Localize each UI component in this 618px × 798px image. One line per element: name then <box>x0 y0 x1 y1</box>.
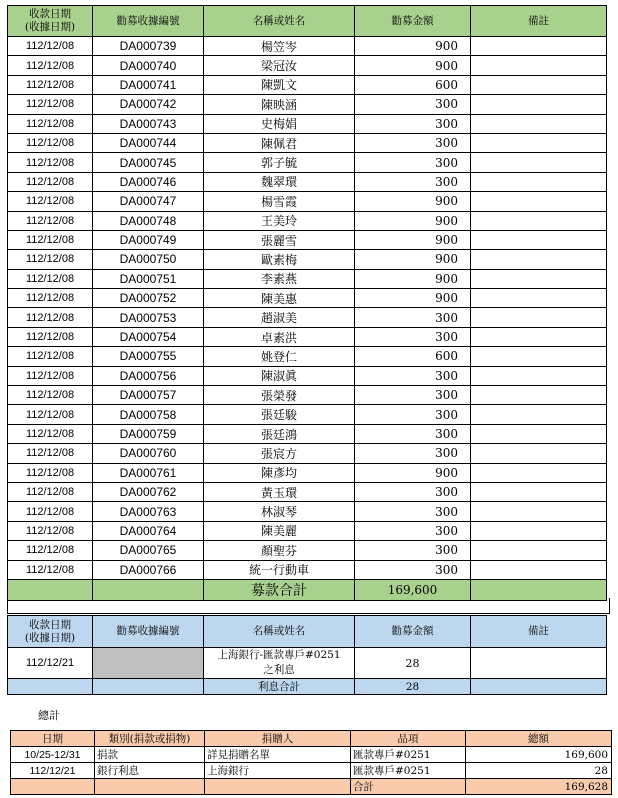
donation-note <box>471 75 607 94</box>
interest-header-date-line2: (收據日期) <box>24 631 76 644</box>
donations-total-label: 募款合計 <box>204 579 355 600</box>
donation-note <box>471 230 607 249</box>
donation-receipt: DA000765 <box>93 541 204 560</box>
donation-amount: 300 <box>355 172 471 191</box>
donations-header-row <box>8 6 607 37</box>
donation-amount: 300 <box>355 482 471 501</box>
donation-amount: 300 <box>355 95 471 114</box>
donation-amount: 300 <box>355 444 471 463</box>
donation-receipt: DA000760 <box>93 444 204 463</box>
donation-row <box>8 424 607 443</box>
donation-date: 112/12/08 <box>8 289 93 308</box>
summary-total: 28 <box>466 763 612 779</box>
donation-amount: 900 <box>355 56 471 75</box>
summary-header-date: 日期 <box>11 731 95 747</box>
donation-note <box>471 560 607 579</box>
donation-note <box>471 308 607 327</box>
donation-name: 歐素梅 <box>204 250 355 269</box>
donation-date: 112/12/08 <box>8 405 93 424</box>
interest-name-line1: 上海銀行-匯款專戶#0251 <box>217 649 341 661</box>
donation-date: 112/12/08 <box>8 502 93 521</box>
donation-amount: 600 <box>355 347 471 366</box>
donation-row <box>8 289 607 308</box>
donation-note <box>471 521 607 540</box>
donation-row <box>8 37 607 56</box>
donation-amount: 900 <box>355 289 471 308</box>
donation-row <box>8 502 607 521</box>
interest-row <box>8 648 607 679</box>
donation-row <box>8 482 607 501</box>
header-amount: 勸募金額 <box>355 6 471 37</box>
donation-date: 112/12/08 <box>8 114 93 133</box>
donation-date: 112/12/08 <box>8 153 93 172</box>
donation-row <box>8 269 607 288</box>
donation-note <box>471 482 607 501</box>
donation-row <box>8 541 607 560</box>
donation-amount: 300 <box>355 541 471 560</box>
donation-amount: 300 <box>355 308 471 327</box>
donation-name: 李素燕 <box>204 269 355 288</box>
donation-date: 112/12/08 <box>8 250 93 269</box>
donation-date: 112/12/08 <box>8 463 93 482</box>
donation-amount: 600 <box>355 75 471 94</box>
donation-note <box>471 95 607 114</box>
summary-total-label: 合計 <box>351 779 466 795</box>
header-date-line1: 收款日期 <box>29 8 71 20</box>
donation-row <box>8 192 607 211</box>
donation-note <box>471 192 607 211</box>
donation-note <box>471 289 607 308</box>
donations-total-value: 169,600 <box>355 579 471 600</box>
donation-name: 趙淑美 <box>204 308 355 327</box>
donation-receipt: DA000743 <box>93 114 204 133</box>
donation-name: 楊雪霞 <box>204 192 355 211</box>
summary-row <box>11 747 612 763</box>
interest-note <box>471 648 607 679</box>
summary-header-category: 類別(捐款或捐物) <box>95 731 205 747</box>
donation-receipt: DA000740 <box>93 56 204 75</box>
summary-header-total: 總額 <box>466 731 612 747</box>
donation-amount: 300 <box>355 366 471 385</box>
donation-amount: 300 <box>355 386 471 405</box>
donation-date: 112/12/08 <box>8 482 93 501</box>
donation-note <box>471 541 607 560</box>
donation-receipt: DA000764 <box>93 521 204 540</box>
donation-note <box>471 37 607 56</box>
header-date <box>8 6 93 37</box>
donation-receipt: DA000746 <box>93 172 204 191</box>
donation-name: 王美玲 <box>204 211 355 230</box>
interest-table <box>7 615 607 695</box>
donation-amount: 300 <box>355 521 471 540</box>
donation-name: 張榮發 <box>204 386 355 405</box>
donation-date: 112/12/08 <box>8 192 93 211</box>
donation-amount: 900 <box>355 269 471 288</box>
donation-amount: 900 <box>355 230 471 249</box>
donation-name: 顏聖芬 <box>204 541 355 560</box>
donation-name: 梁冠汝 <box>204 56 355 75</box>
donation-date: 112/12/08 <box>8 95 93 114</box>
donation-receipt: DA000758 <box>93 405 204 424</box>
donation-date: 112/12/08 <box>8 560 93 579</box>
donation-receipt: DA000747 <box>93 192 204 211</box>
donation-name: 楊笠岑 <box>204 37 355 56</box>
donation-amount: 900 <box>355 211 471 230</box>
donation-note <box>471 386 607 405</box>
donation-name: 林淑琴 <box>204 502 355 521</box>
summary-total-empty-1 <box>11 779 95 795</box>
donation-row <box>8 444 607 463</box>
donation-name: 黃玉環 <box>204 482 355 501</box>
donation-amount: 900 <box>355 463 471 482</box>
donation-receipt: DA000763 <box>93 502 204 521</box>
donation-amount: 300 <box>355 405 471 424</box>
donation-name: 史梅娟 <box>204 114 355 133</box>
interest-header-row <box>8 616 607 648</box>
donation-row <box>8 153 607 172</box>
summary-date: 10/25-12/31 <box>11 747 95 763</box>
summary-item: 匯款專戶#0251 <box>351 763 466 779</box>
donation-name: 姚登仁 <box>204 347 355 366</box>
donation-row <box>8 366 607 385</box>
summary-total-value: 169,628 <box>466 779 612 795</box>
summary-header-row <box>11 731 612 747</box>
summary-date: 112/12/21 <box>11 763 95 779</box>
donation-row <box>8 133 607 152</box>
donation-receipt: DA000739 <box>93 37 204 56</box>
donation-date: 112/12/08 <box>8 327 93 346</box>
donation-receipt: DA000741 <box>93 75 204 94</box>
donation-date: 112/12/08 <box>8 172 93 191</box>
donation-name: 魏翠環 <box>204 172 355 191</box>
donation-receipt: DA000757 <box>93 386 204 405</box>
donation-amount: 300 <box>355 560 471 579</box>
donation-note <box>471 153 607 172</box>
donation-amount: 900 <box>355 192 471 211</box>
donation-note <box>471 250 607 269</box>
summary-donor: 上海銀行 <box>205 763 351 779</box>
header-note: 備註 <box>471 6 607 37</box>
donation-name: 張麗雪 <box>204 230 355 249</box>
donation-date: 112/12/08 <box>8 211 93 230</box>
donation-note <box>471 211 607 230</box>
interest-total-empty-3 <box>471 679 607 695</box>
summary-total: 169,600 <box>466 747 612 763</box>
donation-date: 112/12/08 <box>8 521 93 540</box>
header-receipt: 勸募收據編號 <box>93 6 204 37</box>
donation-row <box>8 521 607 540</box>
donation-name: 陳淑眞 <box>204 366 355 385</box>
donation-row <box>8 95 607 114</box>
donation-receipt: DA000762 <box>93 482 204 501</box>
donation-row <box>8 327 607 346</box>
summary-table <box>10 730 612 795</box>
interest-receipt-empty <box>93 648 204 679</box>
donation-date: 112/12/08 <box>8 541 93 560</box>
donation-amount: 900 <box>355 250 471 269</box>
donation-date: 112/12/08 <box>8 269 93 288</box>
donation-row <box>8 347 607 366</box>
donation-note <box>471 327 607 346</box>
donation-note <box>471 347 607 366</box>
donation-receipt: DA000749 <box>93 230 204 249</box>
donation-amount: 300 <box>355 133 471 152</box>
donation-receipt: DA000754 <box>93 327 204 346</box>
summary-donor: 詳見捐贈名單 <box>205 747 351 763</box>
donation-note <box>471 269 607 288</box>
donation-row <box>8 463 607 482</box>
donation-note <box>471 133 607 152</box>
donation-name: 陳佩君 <box>204 133 355 152</box>
donation-date: 112/12/08 <box>8 386 93 405</box>
header-name: 名稱或姓名 <box>204 6 355 37</box>
interest-header-note: 備註 <box>471 616 607 648</box>
interest-header-amount: 勸募金額 <box>355 616 471 648</box>
donation-date: 112/12/08 <box>8 347 93 366</box>
donation-receipt: DA000761 <box>93 463 204 482</box>
donation-name: 統一行動車 <box>204 560 355 579</box>
interest-header-date-line1: 收款日期 <box>29 618 71 631</box>
donation-amount: 300 <box>355 153 471 172</box>
donation-receipt: DA000759 <box>93 424 204 443</box>
donation-amount: 300 <box>355 502 471 521</box>
donation-receipt: DA000745 <box>93 153 204 172</box>
donation-row <box>8 560 607 579</box>
donation-receipt: DA000744 <box>93 133 204 152</box>
donation-note <box>471 114 607 133</box>
donation-receipt: DA000748 <box>93 211 204 230</box>
header-date-line2: (收據日期) <box>24 21 76 33</box>
donation-name: 張廷鴻 <box>204 424 355 443</box>
interest-total-empty-2 <box>93 679 204 695</box>
donation-date: 112/12/08 <box>8 424 93 443</box>
donation-row <box>8 308 607 327</box>
interest-amount: 28 <box>355 648 471 679</box>
donation-row <box>8 114 607 133</box>
donation-name: 陳美惠 <box>204 289 355 308</box>
donation-note <box>471 444 607 463</box>
donation-date: 112/12/08 <box>8 56 93 75</box>
donation-name: 陳美麗 <box>204 521 355 540</box>
interest-date: 112/12/21 <box>8 648 93 679</box>
donation-row <box>8 230 607 249</box>
donation-row <box>8 172 607 191</box>
donation-receipt: DA000766 <box>93 560 204 579</box>
donation-receipt: DA000752 <box>93 289 204 308</box>
donation-amount: 300 <box>355 114 471 133</box>
donation-note <box>471 463 607 482</box>
donations-table <box>7 5 607 601</box>
interest-total-row <box>8 679 607 695</box>
donation-name: 陳映涵 <box>204 95 355 114</box>
donation-row <box>8 250 607 269</box>
donation-name: 張宸方 <box>204 444 355 463</box>
summary-category: 銀行利息 <box>95 763 205 779</box>
interest-total-label: 利息合計 <box>204 679 355 695</box>
donation-row <box>8 56 607 75</box>
donation-date: 112/12/08 <box>8 308 93 327</box>
donation-note <box>471 424 607 443</box>
interest-header-date <box>8 616 93 648</box>
summary-total-empty-2 <box>95 779 205 795</box>
donation-name: 卓素洪 <box>204 327 355 346</box>
donation-name: 陳彥均 <box>204 463 355 482</box>
donation-receipt: DA000742 <box>93 95 204 114</box>
donation-row <box>8 405 607 424</box>
donation-date: 112/12/08 <box>8 230 93 249</box>
interest-header-receipt: 勸募收據編號 <box>93 616 204 648</box>
donation-date: 112/12/08 <box>8 444 93 463</box>
donation-row <box>8 386 607 405</box>
donation-amount: 900 <box>355 37 471 56</box>
donation-note <box>471 405 607 424</box>
table-spacer <box>7 598 610 614</box>
interest-total-empty-1 <box>8 679 93 695</box>
summary-header-item: 品項 <box>351 731 466 747</box>
donation-receipt: DA000753 <box>93 308 204 327</box>
donation-date: 112/12/08 <box>8 366 93 385</box>
donation-receipt: DA000755 <box>93 347 204 366</box>
interest-name-line2: 之利息 <box>263 664 295 676</box>
interest-total-value: 28 <box>355 679 471 695</box>
donation-row <box>8 211 607 230</box>
summary-total-row <box>11 779 612 795</box>
donation-date: 112/12/08 <box>8 75 93 94</box>
donation-name: 張廷駿 <box>204 405 355 424</box>
summary-row <box>11 763 612 779</box>
donation-note <box>471 502 607 521</box>
donation-note <box>471 56 607 75</box>
donation-amount: 300 <box>355 327 471 346</box>
donation-row <box>8 75 607 94</box>
summary-total-empty-3 <box>205 779 351 795</box>
summary-title: 總計 <box>38 709 60 722</box>
donation-date: 112/12/08 <box>8 37 93 56</box>
donation-date: 112/12/08 <box>8 133 93 152</box>
donation-receipt: DA000751 <box>93 269 204 288</box>
donation-name: 陳凱文 <box>204 75 355 94</box>
donation-note <box>471 172 607 191</box>
donation-receipt: DA000756 <box>93 366 204 385</box>
interest-header-name: 名稱或姓名 <box>204 616 355 648</box>
interest-name <box>204 648 355 679</box>
donation-name: 郭子毓 <box>204 153 355 172</box>
donation-amount: 300 <box>355 424 471 443</box>
donation-receipt: DA000750 <box>93 250 204 269</box>
summary-header-donor: 捐贈人 <box>205 731 351 747</box>
donation-note <box>471 366 607 385</box>
summary-category: 捐款 <box>95 747 205 763</box>
summary-item: 匯款專戶#0251 <box>351 747 466 763</box>
